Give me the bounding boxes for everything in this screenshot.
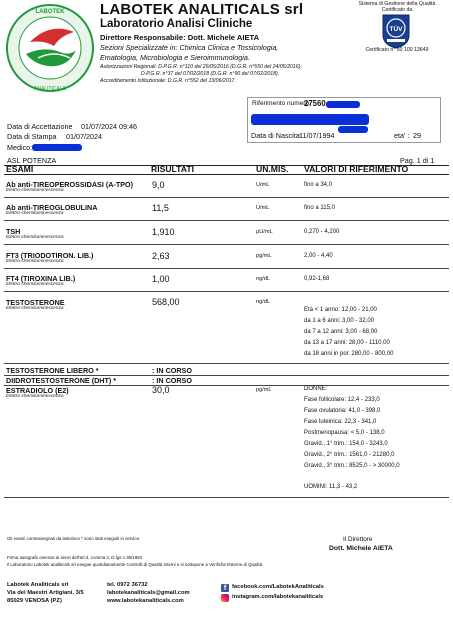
col-unmis: UN.MIS. xyxy=(256,164,289,174)
ref-number-label: Riferimento numero: xyxy=(252,100,311,107)
redacted-area xyxy=(338,126,368,133)
row-divider xyxy=(4,363,449,364)
exam-result: 9,0 xyxy=(152,180,165,190)
certificate-number: Certificato n° 50 100 13649 xyxy=(365,47,429,53)
company-address: Labotek Analiticals srl Via dei Maestri Artigiani, 3/5 85029 VENOSA (PZ) xyxy=(7,582,84,604)
exam-method: Elettro-chemiluminescenza xyxy=(6,394,64,399)
asl-label: ASL POTENZA xyxy=(7,156,57,165)
birth-date-label: Data di Nascita: xyxy=(251,131,302,140)
exam-reference-line: DONNE: xyxy=(304,386,328,392)
lab-subtitle: Laboratorio Analisi Cliniche xyxy=(100,18,253,30)
exam-reference-line: Gravid., 2° trim.: 1561,0 - 21280,0 xyxy=(304,452,395,458)
exam-method: Elettro-chemiluminescenza xyxy=(6,282,64,287)
svg-text:ANALITICALS: ANALITICALS xyxy=(34,86,66,92)
exam-reference: 0,92-1,68 xyxy=(304,276,330,282)
exam-method: Elettro-chemiluminescenza xyxy=(6,306,64,311)
redacted-area xyxy=(326,101,360,108)
signature-note: Firma autografa omessa ai sensi dell'art.3, comma 2, D.lgs n.39/1993 xyxy=(7,555,143,560)
lab-name: LABOTEK ANALITICALS srl xyxy=(100,1,304,18)
exam-name: TSH xyxy=(6,227,21,236)
exam-name: TESTOSTERONE xyxy=(6,298,65,307)
authorizations: Autorizzazioni Regionali: D.P.G.R. n°110 del 26/05/2016 (D.G.R. n°550 del 24/05/2016); D.P.G.R. n°37 del 07/02/2018 (D.G.R. n°90 del 07/02/2018). Accreditamento Istituzionale: D.G.R. n°552 del 13/06/2017. xyxy=(100,64,302,85)
ref-number: 27560 xyxy=(304,99,326,108)
exam-reference-line: Gravid., 3° trim.: 8525,0 - > 30000,0 xyxy=(304,463,400,469)
exam-name: FT3 (TRIODOTIRON. LIB.) xyxy=(6,251,94,260)
exam-reference-line: da 13 a 17 anni: 28,00 - 1110,00 xyxy=(304,340,390,346)
exam-reference-line: da 1 a 6 anni: 3,00 - 32,00 xyxy=(304,318,375,324)
lab-logo xyxy=(4,2,96,94)
exam-reference: fino a 34,0 xyxy=(304,182,333,188)
exam-reference: fino a 115,0 xyxy=(304,205,335,211)
svg-text:LABOTEK: LABOTEK xyxy=(35,9,65,15)
row-divider xyxy=(4,291,449,292)
row-divider xyxy=(4,268,449,269)
exam-unit: pg/mL xyxy=(256,253,272,259)
age-label: eta' : xyxy=(394,131,410,140)
instagram-icon[interactable] xyxy=(221,594,229,602)
exam-result: 11,5 xyxy=(152,203,169,213)
facebook-icon[interactable]: f xyxy=(221,584,229,592)
age-value: 29 xyxy=(413,131,421,140)
print-date-label: Data di Stampa xyxy=(7,132,57,141)
exam-result: 2,63 xyxy=(152,251,170,261)
row-divider xyxy=(4,197,449,198)
exam-name: TESTOSTERONE LIBERO * xyxy=(6,366,99,375)
print-date-value: 01/07/2024 xyxy=(66,132,102,141)
row-divider xyxy=(4,497,449,498)
doctor-label: Medico: xyxy=(7,143,33,152)
quality-note: Il Laboratorio Labotek analiticals srl esegue quotidianamente Controlli di Qualità Interni e si sottopone a Verifiche Esterne di Qualità xyxy=(7,562,263,567)
exam-name: ESTRADIOLO (E2) xyxy=(6,386,69,395)
exam-name: Ab anti-TIREOGLOBULINA xyxy=(6,203,98,212)
exam-unit: ng/dL xyxy=(256,299,270,305)
exam-result: 1,00 xyxy=(152,274,170,284)
service-note: Gli esami contrassegnati da asterisco * sono stati eseguiti in service. xyxy=(7,536,141,541)
exam-reference: 2,00 - 4,40 xyxy=(304,253,333,259)
acceptance-date-label: Data di Accettazione xyxy=(7,122,73,131)
exam-method: Elettro-chemiluminescenza xyxy=(6,211,64,216)
col-valori: VALORI DI RIFERIMENTO xyxy=(304,164,409,174)
website-link[interactable]: www.labotekanaliticals.com xyxy=(107,598,184,604)
specializations: Sezioni Specializzate in: Chimica Clinica e Tossicologia, Ematologia, Microbiologia e Sieroimmunologia. xyxy=(100,43,279,62)
exam-reference-line: Gravid., 1° trim.: 154,0 - 3243,0 xyxy=(304,441,388,447)
exam-reference-line: Fase ovulatoria: 41,0 - 398,0 xyxy=(304,408,381,414)
exam-reference-line: da 7 a 12 anni: 3,00 - 68,00 xyxy=(304,329,378,335)
redacted-doctor-name xyxy=(32,144,82,151)
exam-reference: 0,270 - 4,200 xyxy=(304,229,340,235)
exam-reference-line: Età < 1 anno: 12,00 - 21,00 xyxy=(304,307,377,313)
acceptance-date-value: 01/07/2024 09:46 xyxy=(81,122,137,131)
exam-status: : IN CORSO xyxy=(152,366,192,375)
exam-unit: pg/mL xyxy=(256,387,272,393)
instagram-link[interactable]: instagram.com/labotekanaliticals xyxy=(232,594,324,600)
tuv-certification-icon xyxy=(381,13,411,49)
email-link[interactable]: labotekanaliticals@gmail.com xyxy=(107,590,190,596)
redacted-patient-name xyxy=(251,114,369,125)
exam-unit: U/mL xyxy=(256,205,270,211)
exam-method: Elettro-chemiluminescenza xyxy=(6,188,64,193)
exam-result: 30,0 xyxy=(152,385,170,395)
page-indicator: Pag. 1 di 1 xyxy=(400,156,435,165)
exam-result: 1,910 xyxy=(152,227,175,237)
exam-name: FT4 (TIROXINA LIB.) xyxy=(6,274,76,283)
director-label: Il Direttore xyxy=(343,536,373,543)
company-contacts: tel. 0972 36732 labotekanaliticals@gmail.com www.labotekanaliticals.com xyxy=(107,582,190,604)
tuv-label: TÜV xyxy=(389,26,403,33)
exam-name: DIIDROTESTOSTERONE (DHT) * xyxy=(6,376,117,385)
birth-date-value: 11/07/1994 xyxy=(299,131,335,140)
exam-reference-line: da 18 anni in poi: 280,00 - 800,00 xyxy=(304,351,394,357)
row-divider xyxy=(4,385,449,386)
exam-result: 568,00 xyxy=(152,297,180,307)
exam-reference-line: Postmenopausa: < 5,0 - 138,0 xyxy=(304,430,385,436)
exam-name: Ab anti-TIREOPEROSSIDASI (A-TPO) xyxy=(6,180,133,189)
col-risultati: RISULTATI xyxy=(151,164,194,174)
exam-unit: ng/dL xyxy=(256,276,270,282)
exam-unit: U/mL xyxy=(256,182,270,188)
row-divider xyxy=(4,220,449,221)
exam-reference-line: Fase follicolare: 12,4 - 233,0 xyxy=(304,397,380,403)
director-line: Direttore Responsabile: Dott. Michele AIETA xyxy=(100,33,260,42)
facebook-link[interactable]: facebook.com/LabotekAnaliticals xyxy=(232,584,324,590)
exam-reference-line: Fase luteinica: 22,3 - 341,0 xyxy=(304,419,377,425)
certification-heading: Sistema di Gestione della Qualità Certificato da xyxy=(358,1,436,13)
director-name: Dott. Michele AIETA xyxy=(329,545,393,552)
exam-unit: µU/mL xyxy=(256,229,273,235)
exam-method: Elettro-chemiluminescenza xyxy=(6,259,64,264)
exam-status: : IN CORSO xyxy=(152,376,192,385)
exam-reference-line: UOMINI: 11,3 - 43,2 xyxy=(304,484,358,490)
exam-method: Elettro-chemiluminescenza xyxy=(6,235,64,240)
row-divider xyxy=(4,244,449,245)
col-esami: ESAMI xyxy=(6,164,34,174)
